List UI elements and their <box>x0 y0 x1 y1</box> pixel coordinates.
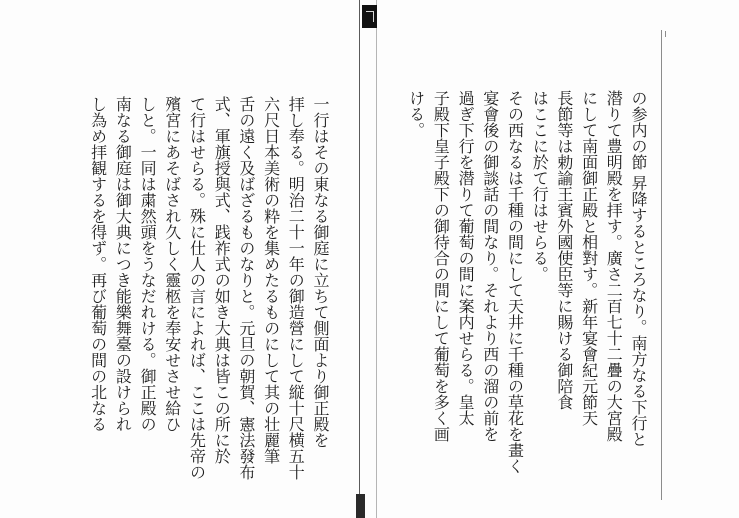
text-column: 六尺日本美術の粋を集めたるものにして其の壮麗筆 <box>261 96 281 464</box>
text-column: し為め拝観するを得ず。再び葡萄の間の北なる <box>88 96 108 432</box>
text-column: 殯宮にあそばされ久しく靈柩を奉安せさせ給ひ <box>162 96 182 432</box>
text-column: 過ぎ下行を潜りて葡萄の間に案内せらる。皇太 <box>456 90 476 426</box>
text-column: 潜りて豊明殿を拝す。廣さ二百七十二疊の大宮殿 <box>604 90 624 442</box>
text-column: はここに於て行はせらる。 <box>530 90 550 282</box>
gutter-tab <box>362 5 377 28</box>
text-column: 拝し奉る。明治二十一年の御造營にして縦十尺横五十 <box>286 96 306 480</box>
text-column: その西なるは千種の間にして天井に千種の草花を畫く <box>505 90 525 474</box>
text-column: 南なる御庭は御大典につき能樂舞臺の設けられ <box>113 96 133 432</box>
text-column: にして南面御正殿と相對す。新年宴會紀元節天 <box>579 90 599 426</box>
text-column: 舌の遠く及ばざるものなりと。元旦の朝賀、憲法發布 <box>236 96 256 480</box>
page-gutter <box>359 0 360 518</box>
text-column: 宴會後の御談話の間なり。それより西の溜の前を <box>480 90 500 442</box>
text-column: 子殿下皇子殿下の御待合の間にして葡萄を多く画 <box>431 90 451 442</box>
tab-mark <box>366 11 374 22</box>
text-column: 長節等は勅諭王賓外國使臣等に賜ける御陪食 <box>554 90 574 410</box>
gutter-foot <box>356 494 365 518</box>
text-column: しと。一同は粛然頭をうなだれける。御正殿の <box>138 96 158 432</box>
page-edge-tick <box>662 31 666 37</box>
text-column: 式、軍旗授與式、践祚式の如き大典は皆この所に於 <box>212 96 232 464</box>
page-gutter-shadow <box>376 0 377 518</box>
right-page <box>402 90 650 482</box>
right-page-edge <box>661 30 662 500</box>
text-column: ける。 <box>406 90 426 138</box>
left-page <box>84 96 332 488</box>
text-column: て行はせらる。殊に仕人の言によれば、ここは先帝の <box>187 96 207 480</box>
text-column: の参内の節 昇降するところなり。南方なる下行と <box>629 90 648 448</box>
text-column: 一行はその東なる御庭に立ちて側面より御正殿を <box>311 96 330 448</box>
